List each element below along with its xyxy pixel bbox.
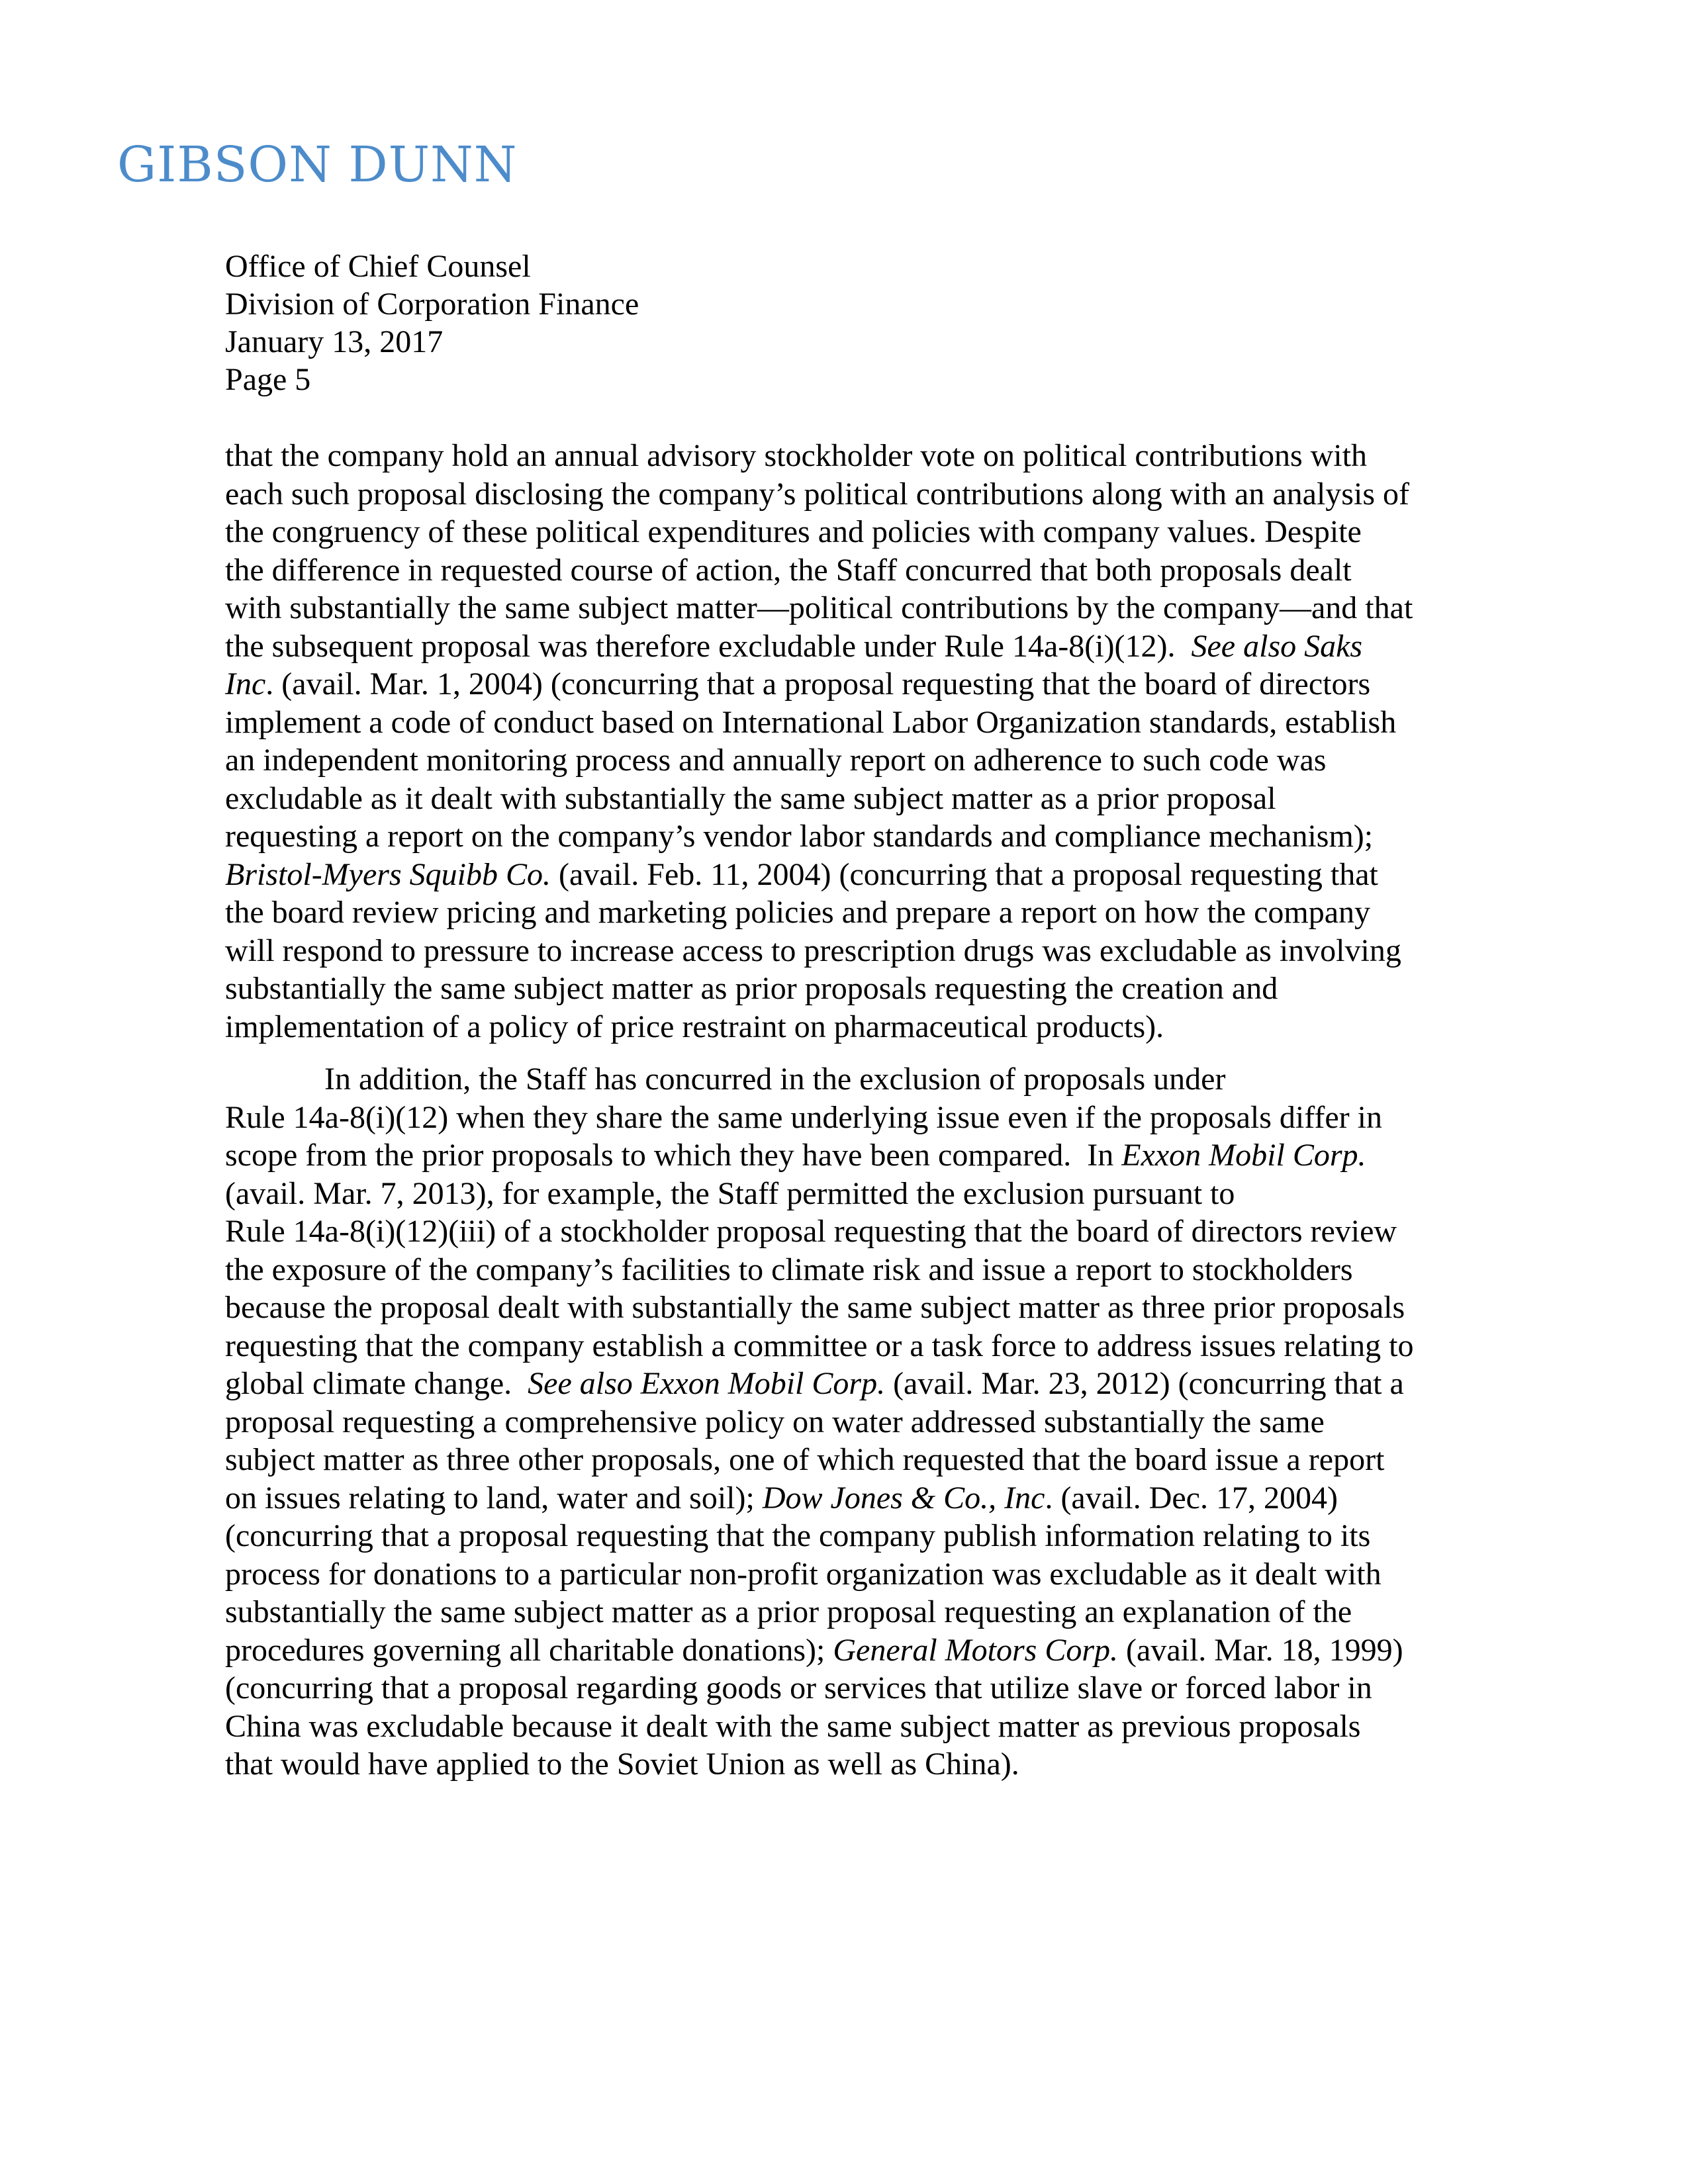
text-line: with substantially the same subject matter—political contributions by the company—and that xyxy=(225,590,1413,625)
text-line: excludable as it dealt with substantially the same subject matter as a prior proposal xyxy=(225,780,1276,816)
text-line xyxy=(225,1136,1470,1175)
text-segment: . (avail. Dec. 17, 2004) xyxy=(1045,1480,1338,1516)
text-line: In addition, the Staff has concurred in the exclusion of proposals under xyxy=(324,1062,1226,1097)
text-segment: the subsequent proposal was therefore excludable under Rule 14a-8(i)(12). xyxy=(225,628,1192,664)
case-citation: Bristol-Myers Squibb Co. xyxy=(225,856,551,892)
text-line: each such proposal disclosing the company’s political contributions along with an analysis of xyxy=(225,476,1409,512)
text-line xyxy=(225,1631,1470,1670)
text-line xyxy=(225,856,1470,894)
recipient-line: Office of Chief Counsel xyxy=(225,249,531,284)
text-line: Rule 14a-8(i)(12) when they share the same underlying issue even if the proposals differ in xyxy=(225,1099,1382,1135)
text-line: will respond to pressure to increase access to prescription drugs was excludable as involving xyxy=(225,933,1401,968)
paragraph-1 xyxy=(225,437,1470,1046)
text-line: implementation of a policy of price restraint on pharmaceutical products). xyxy=(225,1009,1164,1044)
case-citation: Inc xyxy=(225,666,266,702)
case-citation: See also Exxon Mobil Corp. xyxy=(528,1366,886,1401)
text-segment: (avail. Feb. 11, 2004) (concurring that a proposal requesting that xyxy=(550,856,1378,892)
date-line: January 13, 2017 xyxy=(225,324,444,359)
text-line: the congruency of these political expenditures and policies with company values. Despite xyxy=(225,514,1362,549)
text-segment: . (avail. Mar. 1, 2004) (concurring that a proposal requesting that the board of directors xyxy=(265,666,1371,702)
text-line xyxy=(225,665,1470,704)
page-number: Page 5 xyxy=(225,362,311,397)
text-line xyxy=(225,627,1470,666)
text-line: that would have applied to the Soviet Union as well as China). xyxy=(225,1747,1019,1782)
text-line: substantially the same subject matter as prior proposals requesting the creation and xyxy=(225,971,1278,1006)
case-citation: Exxon Mobil Corp. xyxy=(1121,1138,1366,1173)
text-line: because the proposal dealt with substantially the same subject matter as three prior proposals xyxy=(225,1290,1405,1325)
text-line: proposal requesting a comprehensive policy on water addressed substantially the same xyxy=(225,1404,1325,1439)
case-citation: See also Saks xyxy=(1191,628,1363,664)
paragraph-2 xyxy=(225,1060,1470,1784)
text-line: the difference in requested course of action, the Staff concurred that both proposals dealt xyxy=(225,552,1352,588)
text-line xyxy=(225,1365,1470,1403)
letter-body xyxy=(225,437,1470,1784)
letterhead-block xyxy=(225,248,639,398)
text-segment: (avail. Mar. 18, 1999) xyxy=(1118,1632,1403,1668)
text-segment: (avail. Mar. 23, 2012) (concurring that a xyxy=(885,1366,1404,1401)
text-line: China was excludable because it dealt with the same subject matter as previous proposals xyxy=(225,1708,1361,1744)
text-line: an independent monitoring process and annually report on adherence to such code was xyxy=(225,743,1327,778)
text-line: requesting a report on the company’s vendor labor standards and compliance mechanism); xyxy=(225,819,1374,854)
text-line: Rule 14a-8(i)(12)(iii) of a stockholder proposal requesting that the board of directors review xyxy=(225,1214,1397,1249)
text-line: (concurring that a proposal requesting that the company publish information relating to its xyxy=(225,1518,1371,1553)
text-line xyxy=(225,1479,1470,1518)
case-citation: Dow Jones & Co., Inc xyxy=(762,1480,1045,1516)
text-segment: procedures governing all charitable donations); xyxy=(225,1632,833,1668)
text-line: process for donations to a particular non-profit organization was excludable as it dealt with xyxy=(225,1556,1382,1592)
firm-logo: GIBSON DUNN xyxy=(117,136,518,193)
text-line: the board review pricing and marketing policies and prepare a report on how the company xyxy=(225,895,1371,930)
text-segment: global climate change. xyxy=(225,1366,528,1401)
text-segment: scope from the prior proposals to which they have been compared. In xyxy=(225,1138,1122,1173)
division-line: Division of Corporation Finance xyxy=(225,287,639,322)
text-line: (concurring that a proposal regarding goods or services that utilize slave or forced labor in xyxy=(225,1670,1372,1706)
text-line: that the company hold an annual advisory stockholder vote on political contributions with xyxy=(225,438,1367,473)
text-segment: on issues relating to land, water and soil); xyxy=(225,1480,763,1516)
case-citation: General Motors Corp. xyxy=(833,1632,1119,1668)
text-line: subject matter as three other proposals, one of which requested that the board issue a report xyxy=(225,1442,1385,1477)
text-line: implement a code of conduct based on International Labor Organization standards, establish xyxy=(225,704,1397,740)
text-line: (avail. Mar. 7, 2013), for example, the Staff permitted the exclusion pursuant to xyxy=(225,1175,1235,1211)
text-line: the exposure of the company’s facilities to climate risk and issue a report to stockholders xyxy=(225,1251,1353,1287)
text-line: requesting that the company establish a committee or a task force to address issues relating to xyxy=(225,1328,1414,1363)
text-line: substantially the same subject matter as a prior proposal requesting an explanation of the xyxy=(225,1594,1352,1629)
